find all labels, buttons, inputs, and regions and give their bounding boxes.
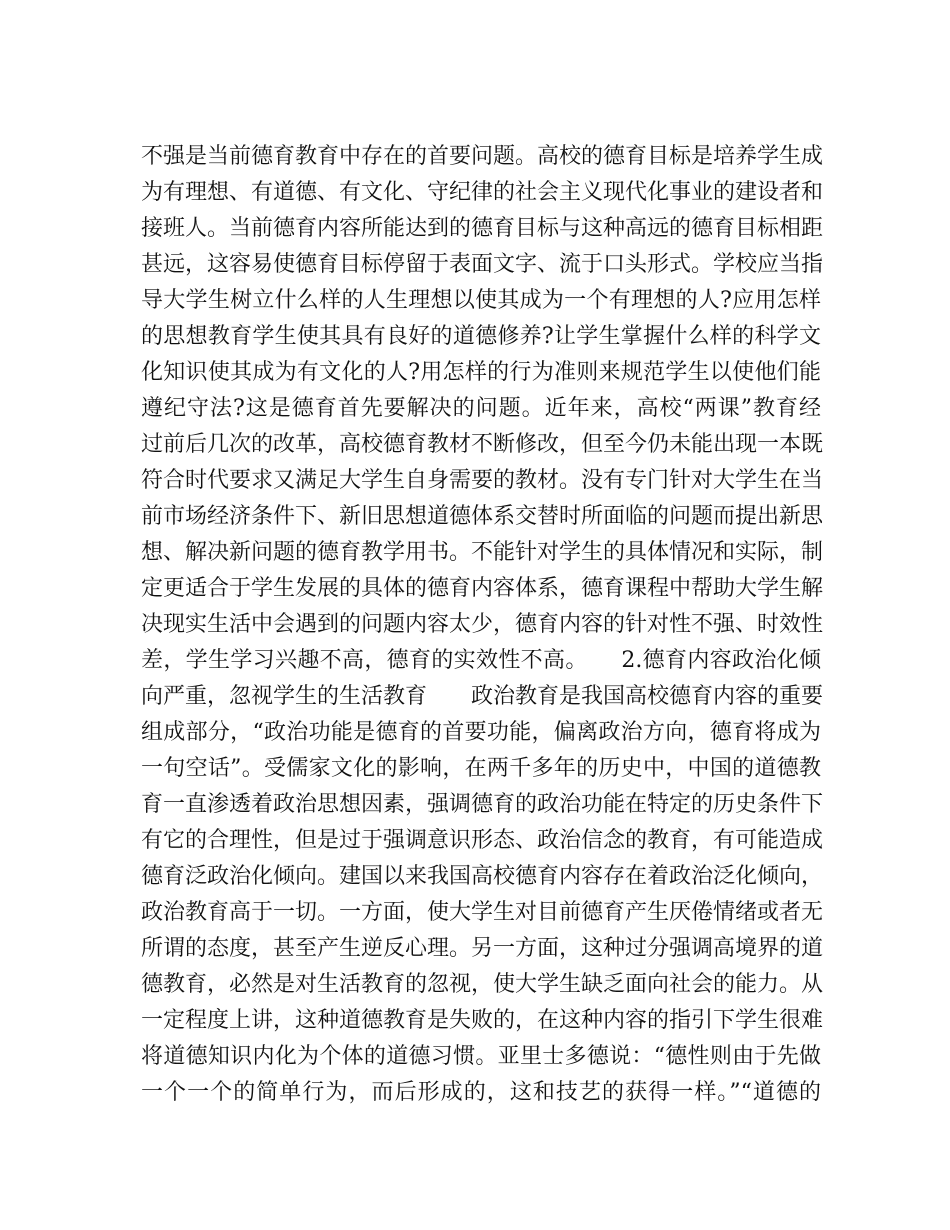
text-line-17: 组成部分，“政治功能是德育的首要功能，偏离政治方向，德育将成为	[141, 720, 821, 745]
text-line-21: 德育泛政治化倾向。建国以来我国高校德育内容存在着政治泛化倾向，	[141, 864, 824, 889]
text-line-9: 过前后几次的改革，高校德育教材不断修改，但至今仍未能出现一本既	[141, 432, 824, 457]
text-line-1: 不强是当前德育教育中存在的首要问题。高校的德育目标是培养学生成	[141, 144, 824, 169]
text-line-27: 一个一个的简单行为，而后形成的，这和技艺的获得一样。”“道德的	[141, 1080, 821, 1105]
text-line-26: 将道德知识内化为个体的道德习惯。亚里士多德说：“德性则由于先做	[141, 1044, 821, 1069]
text-line-18: 一句空话”。受儒家文化的影响，在两千多年的历史中，中国的道德教	[141, 756, 821, 781]
text-line-11: 前市场经济条件下、新旧思想道德体系交替时所面临的问题而提出新思	[141, 504, 824, 529]
text-line-20: 有它的合理性，但是过于强调意识形态、政治信念的教育，有可能造成	[141, 828, 824, 853]
text-line-10: 符合时代要求又满足大学生自身需要的教材。没有专门针对大学生在当	[141, 468, 824, 493]
text-line-19: 育一直渗透着政治思想因素，强调德育的政治功能在特定的历史条件下	[141, 792, 824, 817]
text-line-25: 一定程度上讲，这种道德教育是失败的，在这种内容的指引下学生很难	[141, 1008, 824, 1033]
text-line-4: 甚远，这容易使德育目标停留于表面文字、流于口头形式。学校应当指	[141, 252, 824, 277]
text-line-24: 德教育，必然是对生活教育的忽视，使大学生缺乏面向社会的能力。从	[141, 972, 824, 997]
text-line-23: 所谓的态度，甚至产生逆反心理。另一方面，这种过分强调高境界的道	[141, 936, 824, 961]
text-line-6: 的思想教育学生使其具有良好的道德修养?让学生掌握什么样的科学文	[141, 324, 821, 349]
text-line-12: 想、解决新问题的德育教学用书。不能针对学生的具体情况和实际，制	[141, 540, 824, 565]
text-line-2: 为有理想、有道德、有文化、守纪律的社会主义现代化事业的建设者和	[141, 180, 824, 205]
text-line-15: 差，学生学习兴趣不高，德育的实效性不高。 2.德育内容政治化倾	[141, 648, 821, 673]
text-line-7: 化知识使其成为有文化的人?用怎样的行为准则来规范学生以使他们能	[141, 360, 821, 385]
text-line-3: 接班人。当前德育内容所能达到的德育目标与这种高远的德育目标相距	[141, 216, 824, 241]
text-line-14: 决现实生活中会遇到的问题内容太少，德育内容的针对性不强、时效性	[141, 612, 824, 637]
text-line-22: 政治教育高于一切。一方面，使大学生对目前德育产生厌倦情绪或者无	[141, 900, 824, 925]
body-text	[141, 139, 824, 1111]
text-line-8: 遵纪守法?这是德育首先要解决的问题。近年来，高校“两课”教育经	[141, 396, 821, 421]
text-line-13: 定更适合于学生发展的具体的德育内容体系，德育课程中帮助大学生解	[141, 576, 824, 601]
text-line-5: 导大学生树立什么样的人生理想以使其成为一个有理想的人?应用怎样	[141, 288, 821, 313]
text-line-16: 向严重，忽视学生的生活教育 政治教育是我国高校德育内容的重要	[141, 684, 824, 709]
